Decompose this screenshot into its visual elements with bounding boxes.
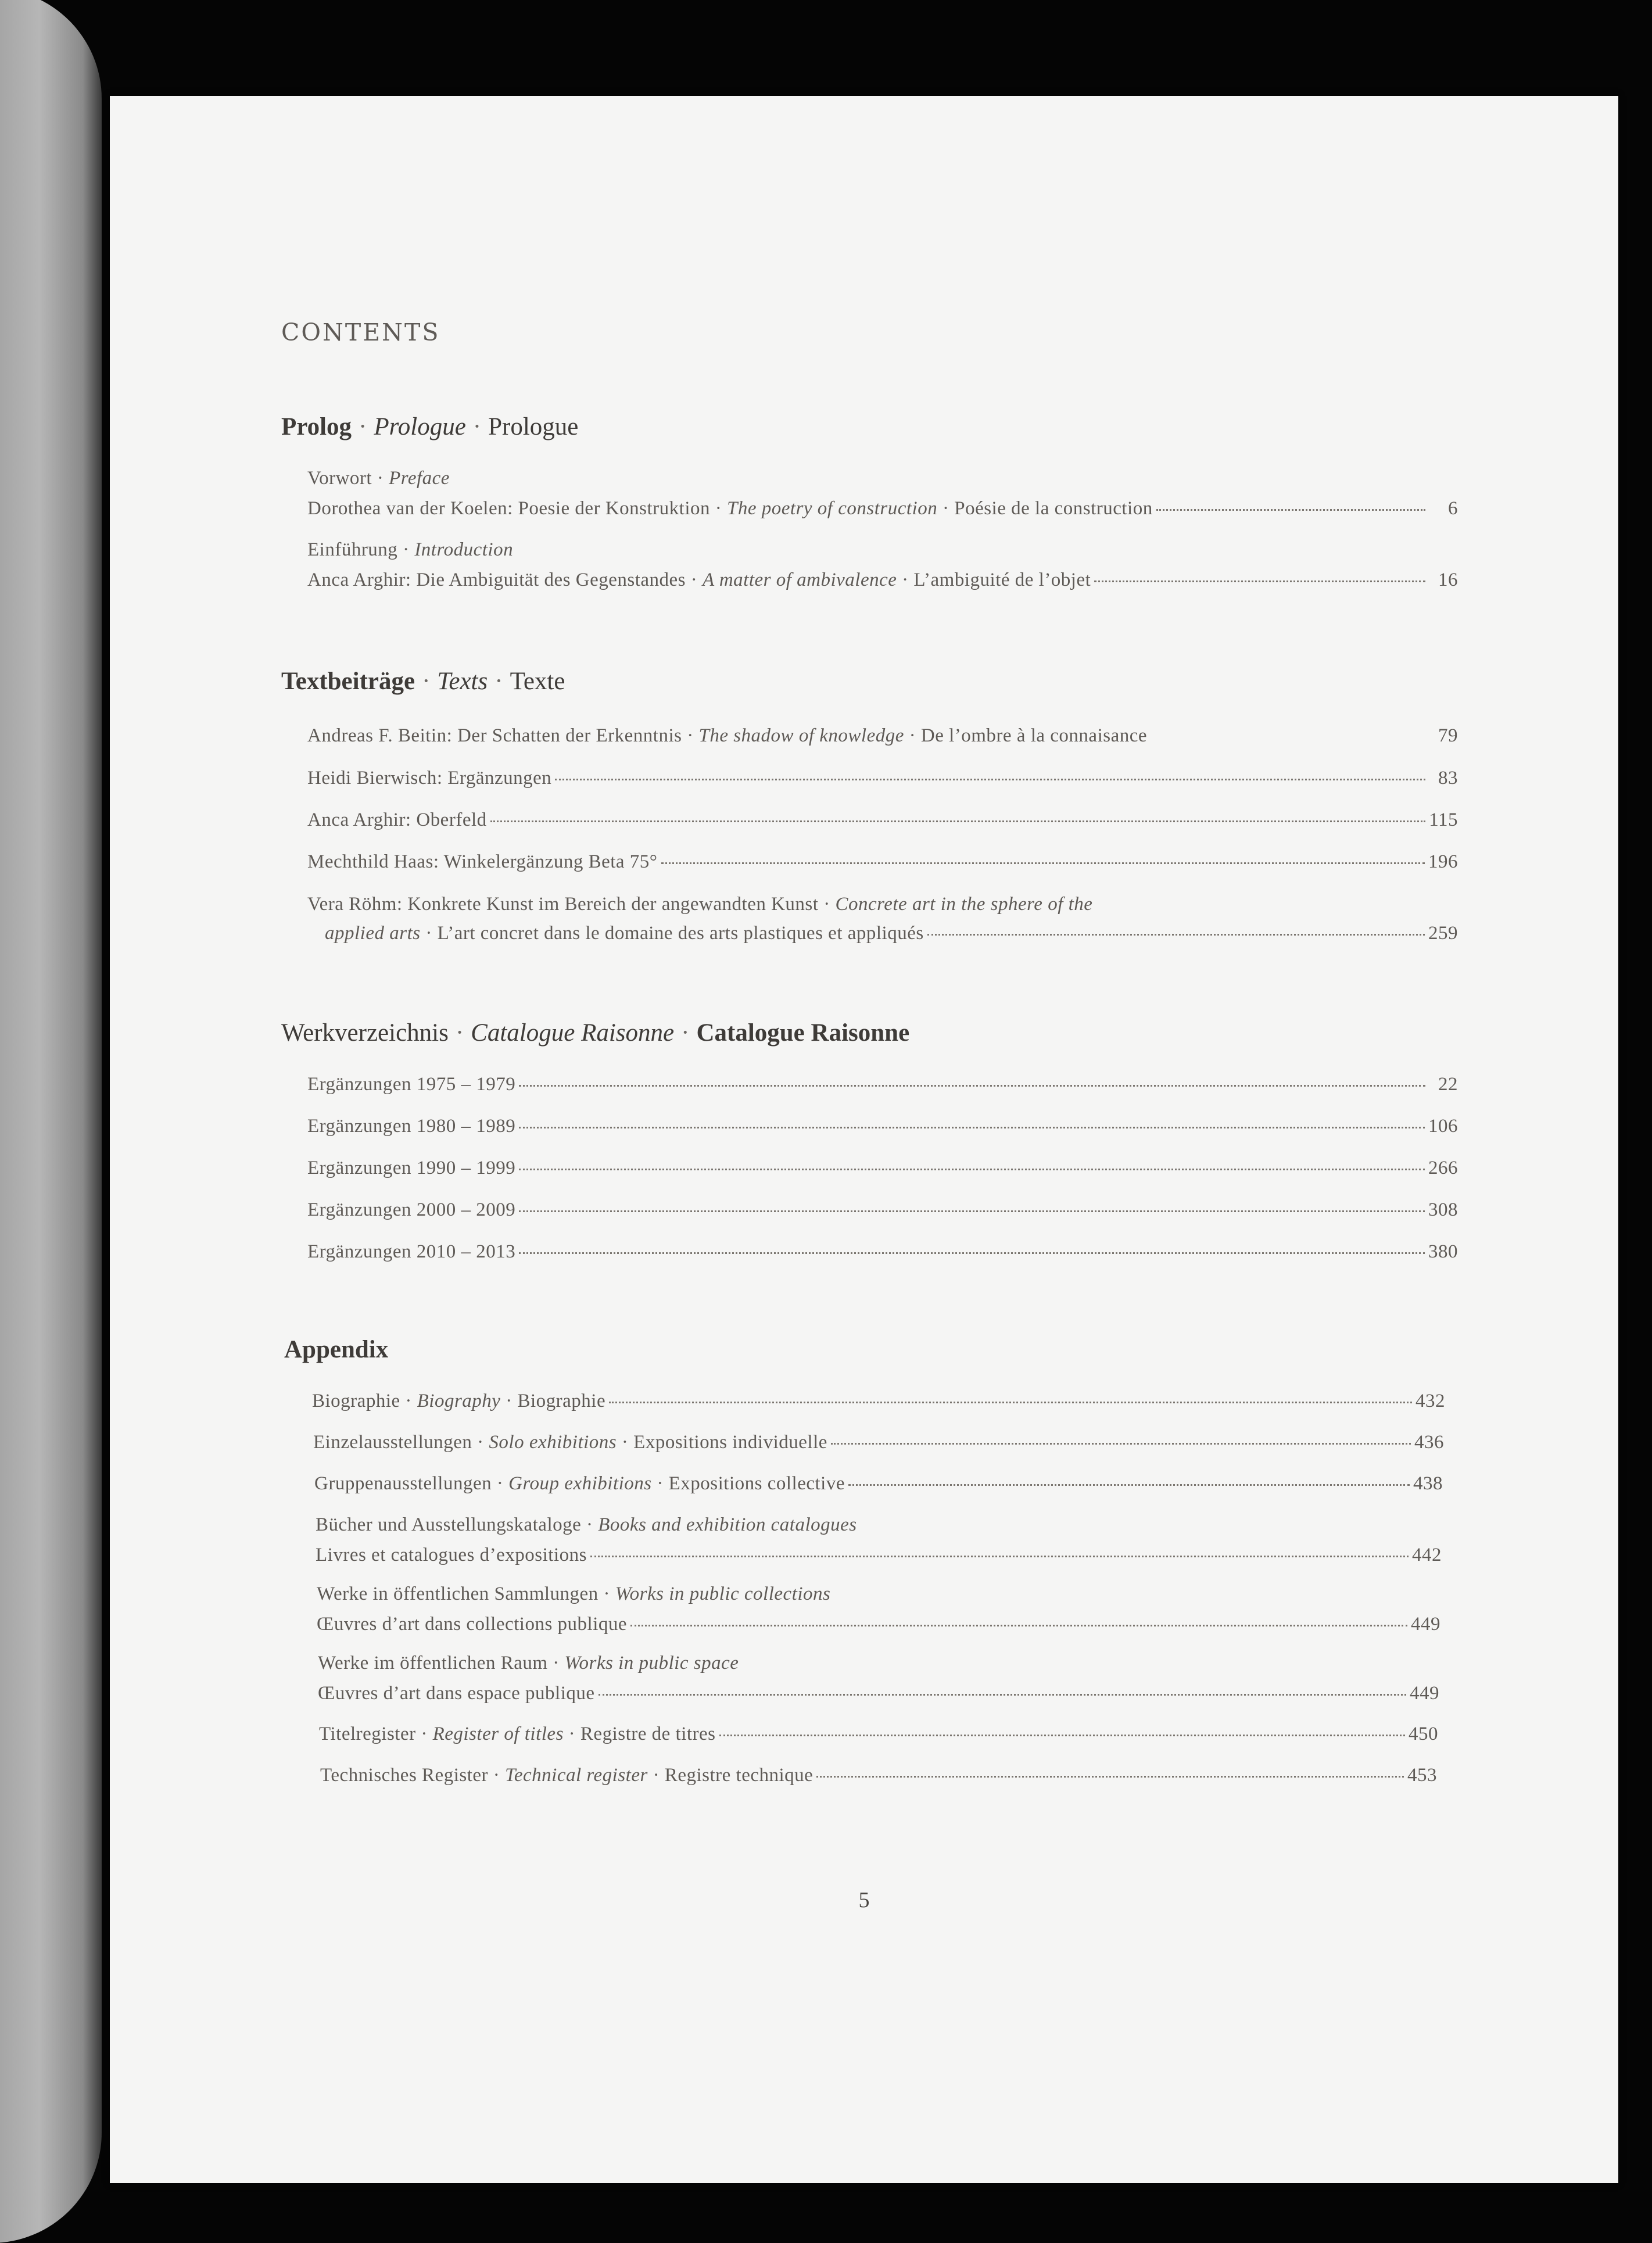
toc-entry[interactable]: [307, 1199, 1458, 1221]
contents-heading: CONTENTS: [281, 318, 440, 346]
entry-fr: Œuvres d’art dans collections publique: [317, 1614, 628, 1635]
toc-entry[interactable]: [307, 851, 1458, 873]
entry-fr: Registre technique: [664, 1765, 814, 1786]
toc-entry[interactable]: [319, 1724, 1438, 1745]
entry-label: Ergänzungen 1975 – 1979: [307, 1074, 516, 1095]
leader-dots: [519, 1210, 1425, 1212]
entry-en: Biography: [417, 1391, 501, 1411]
entry-label: Biographie · Biography · Biographie: [312, 1391, 606, 1411]
entry-en: A matter of ambivalence: [703, 569, 897, 590]
toc-entry-line1: Werke im öffentlichen Raum · Works in public space: [318, 1653, 739, 1674]
page-number: 449: [1411, 1614, 1440, 1635]
toc-entry[interactable]: [317, 1614, 1440, 1635]
entry-en: Works in public space: [564, 1653, 739, 1674]
entry-fr: De l’ombre à la connaisance: [920, 725, 1148, 746]
entry-en: Books and exhibition catalogues: [598, 1514, 857, 1535]
page-number: 83: [1438, 768, 1458, 789]
leader-dots: [831, 1443, 1411, 1445]
book-page: [110, 96, 1618, 2183]
entry-de: Anca Arghir: Die Ambiguität des Gegenstandes: [307, 569, 686, 590]
entry-de: Einführung: [307, 539, 398, 560]
leader-dots: [599, 1694, 1406, 1696]
toc-entry[interactable]: [318, 1683, 1439, 1704]
page-number: 438: [1413, 1473, 1443, 1494]
leader-dots: [519, 1085, 1425, 1087]
toc-entry-line1: Werke in öffentlichen Sammlungen · Works in public collections: [317, 1583, 831, 1604]
leader-dots: [555, 779, 1425, 780]
leader-dots: [927, 934, 1425, 936]
leader-dots: [848, 1484, 1410, 1486]
title-en: Texts: [437, 668, 488, 695]
entry-label: Anca Arghir: Oberfeld: [307, 809, 487, 830]
section-title-catalogue: [281, 1019, 909, 1047]
leader-dots: [519, 1169, 1425, 1170]
page-number: 453: [1407, 1765, 1437, 1786]
entry-en: Register of titles: [432, 1724, 564, 1744]
entry-label: Ergänzungen 1980 – 1989: [307, 1116, 516, 1137]
toc-entry-line1: Vera Röhm: Konkrete Kunst im Bereich der angewandten Kunst · Concrete art in the sphere of the: [307, 894, 1093, 915]
entry-label: Titelregister · Register of titles · Registre de titres: [319, 1724, 716, 1744]
page-number: 79: [1438, 725, 1458, 746]
separator: ·: [494, 668, 503, 695]
title-fr: Prologue: [488, 413, 579, 440]
page-number: 16: [1438, 569, 1458, 590]
toc-subheading: Vorwort · Preface: [307, 468, 450, 489]
toc-entry[interactable]: [307, 1116, 1458, 1137]
entry-fr: Expositions individuelle: [633, 1432, 827, 1453]
entry-label: Ergänzungen 2010 – 2013: [307, 1241, 516, 1262]
entry-fr: Biographie: [517, 1391, 606, 1411]
toc-entry-line1: Bücher und Ausstellungskataloge · Books and exhibition catalogues: [316, 1514, 857, 1535]
toc-entry[interactable]: [320, 1765, 1437, 1786]
entry-label: Gruppenausstellungen · Group exhibitions · Expositions collective: [314, 1473, 845, 1494]
toc-entry[interactable]: [314, 1473, 1443, 1495]
toc-entry[interactable]: [312, 1391, 1445, 1412]
page-number: 432: [1416, 1391, 1445, 1411]
entry-fr: Registre de titres: [580, 1724, 716, 1744]
title-de: Werkverzeichnis: [281, 1019, 449, 1047]
entry-en: Technical register: [505, 1765, 648, 1786]
leader-dots: [1156, 509, 1425, 511]
section-title-appendix: Appendix: [284, 1336, 389, 1363]
entry-fr: L’ambiguité de l’objet: [913, 569, 1091, 590]
entry-en: Introduction: [414, 539, 514, 560]
entry-en-cont: applied arts: [325, 923, 421, 944]
entry-de: Gruppenausstellungen: [314, 1473, 492, 1494]
leader-dots: [609, 1402, 1412, 1403]
section-title-prolog: [281, 413, 578, 441]
page-number: 259: [1428, 923, 1458, 944]
entry-en: Solo exhibitions: [489, 1432, 617, 1453]
entry-label: applied arts · L’art concret dans le domaine des arts plastiques et appliqués: [325, 923, 924, 944]
toc-entry[interactable]: [307, 768, 1458, 789]
entry-label: Andreas F. Beitin: Der Schatten der Erkenntnis · The shadow of knowledge · De l’ombre à la connaisance: [307, 725, 1148, 746]
entry-label: Ergänzungen 2000 – 2009: [307, 1199, 516, 1220]
page-number: 196: [1428, 851, 1458, 872]
leader-dots: [630, 1625, 1407, 1626]
entry-fr: Œuvres d’art dans espace publique: [318, 1683, 595, 1704]
entry-label: Technisches Register · Technical register · Registre technique: [320, 1765, 814, 1786]
leader-dots: [590, 1556, 1409, 1557]
title-fr: Texte: [510, 668, 565, 695]
entry-en: The poetry of construction: [727, 498, 938, 519]
page-number: 308: [1428, 1199, 1458, 1220]
entry-fr: Livres et catalogues d’expositions: [316, 1545, 587, 1565]
entry-label: Dorothea van der Koelen: Poesie der Konstruktion · The poetry of construction · Poésie de la construction: [307, 498, 1153, 519]
toc-entry[interactable]: [307, 725, 1458, 747]
entry-en: The shadow of knowledge: [698, 725, 904, 746]
leader-dots: [519, 1252, 1425, 1254]
separator: ·: [422, 668, 431, 695]
entry-de: Biographie: [312, 1391, 400, 1411]
page-number: 6: [1448, 498, 1458, 519]
toc-entry[interactable]: [316, 1545, 1442, 1566]
entry-de: Vorwort: [307, 468, 372, 489]
entry-en: Preface: [389, 468, 450, 489]
entry-label: Anca Arghir: Die Ambiguität des Gegenstandes · A matter of ambivalence · L’ambiguité de l’objet: [307, 569, 1091, 590]
entry-de: Technisches Register: [320, 1765, 489, 1786]
entry-de: Bücher und Ausstellungskataloge: [316, 1514, 582, 1535]
toc-entry[interactable]: [313, 1432, 1444, 1453]
entry-label: Heidi Bierwisch: Ergänzungen: [307, 768, 552, 789]
entry-label: Ergänzungen 1990 – 1999: [307, 1158, 516, 1178]
page-number: 266: [1428, 1158, 1458, 1178]
entry-de: Einzelausstellungen: [313, 1432, 472, 1453]
title-en: Catalogue Raisonne: [471, 1019, 675, 1047]
entry-de: Dorothea van der Koelen: Poesie der Konstruktion: [307, 498, 710, 519]
toc-entry[interactable]: [307, 498, 1458, 519]
page-number: 106: [1428, 1116, 1458, 1137]
facing-page-edge: [0, 0, 102, 2243]
leader-dots: [816, 1776, 1404, 1778]
toc-subheading: Einführung · Introduction: [307, 539, 514, 560]
page-number: 449: [1410, 1683, 1439, 1704]
page-number: 450: [1409, 1724, 1438, 1744]
entry-fr: Poésie de la construction: [954, 498, 1153, 519]
entry-de: Werke im öffentlichen Raum: [318, 1653, 548, 1674]
leader-dots: [519, 1127, 1425, 1128]
leader-dots: [661, 862, 1425, 864]
separator: ·: [455, 1019, 464, 1047]
entry-de: Vera Röhm: Konkrete Kunst im Bereich der angewandten Kunst: [307, 894, 819, 915]
page-number: 22: [1438, 1074, 1458, 1095]
entry-de: Andreas F. Beitin: Der Schatten der Erkenntnis: [307, 725, 682, 746]
entry-label: Mechthild Haas: Winkelergänzung Beta 75°: [307, 851, 658, 872]
leader-dots: [719, 1735, 1405, 1736]
entry-label: Einzelausstellungen · Solo exhibitions · Expositions individuelle: [313, 1432, 827, 1453]
title-de: Textbeiträge: [281, 668, 415, 695]
toc-entry[interactable]: [325, 923, 1458, 944]
entry-en: Works in public collections: [615, 1583, 831, 1604]
title-de: Prolog: [281, 413, 352, 440]
title-fr: Catalogue Raisonne: [696, 1019, 910, 1047]
toc-entry[interactable]: [307, 1158, 1458, 1179]
separator: ·: [681, 1019, 690, 1047]
toc-entry[interactable]: [307, 1241, 1458, 1263]
entry-de: Werke in öffentlichen Sammlungen: [317, 1583, 599, 1604]
page-number: 442: [1412, 1545, 1442, 1565]
leader-dots: [490, 820, 1425, 822]
entry-en: Concrete art in the sphere of the: [835, 894, 1093, 915]
page-number: 115: [1429, 809, 1458, 830]
title-en: Prologue: [374, 413, 466, 440]
page-number: 380: [1428, 1241, 1458, 1262]
toc-entry[interactable]: [307, 809, 1458, 831]
entry-de: Titelregister: [319, 1724, 416, 1744]
leader-dots: [1094, 581, 1425, 582]
entry-fr: Expositions collective: [668, 1473, 845, 1494]
page-number: 436: [1414, 1432, 1444, 1453]
entry-fr: L’art concret dans le domaine des arts plastiques et appliqués: [437, 923, 924, 944]
page-folio: 5: [858, 1888, 870, 1912]
toc-entry[interactable]: [307, 1074, 1458, 1095]
section-title-texts: [281, 667, 565, 696]
toc-entry[interactable]: [307, 569, 1458, 591]
separator: ·: [359, 413, 367, 440]
separator: ·: [472, 413, 482, 440]
entry-en: Group exhibitions: [508, 1473, 652, 1494]
